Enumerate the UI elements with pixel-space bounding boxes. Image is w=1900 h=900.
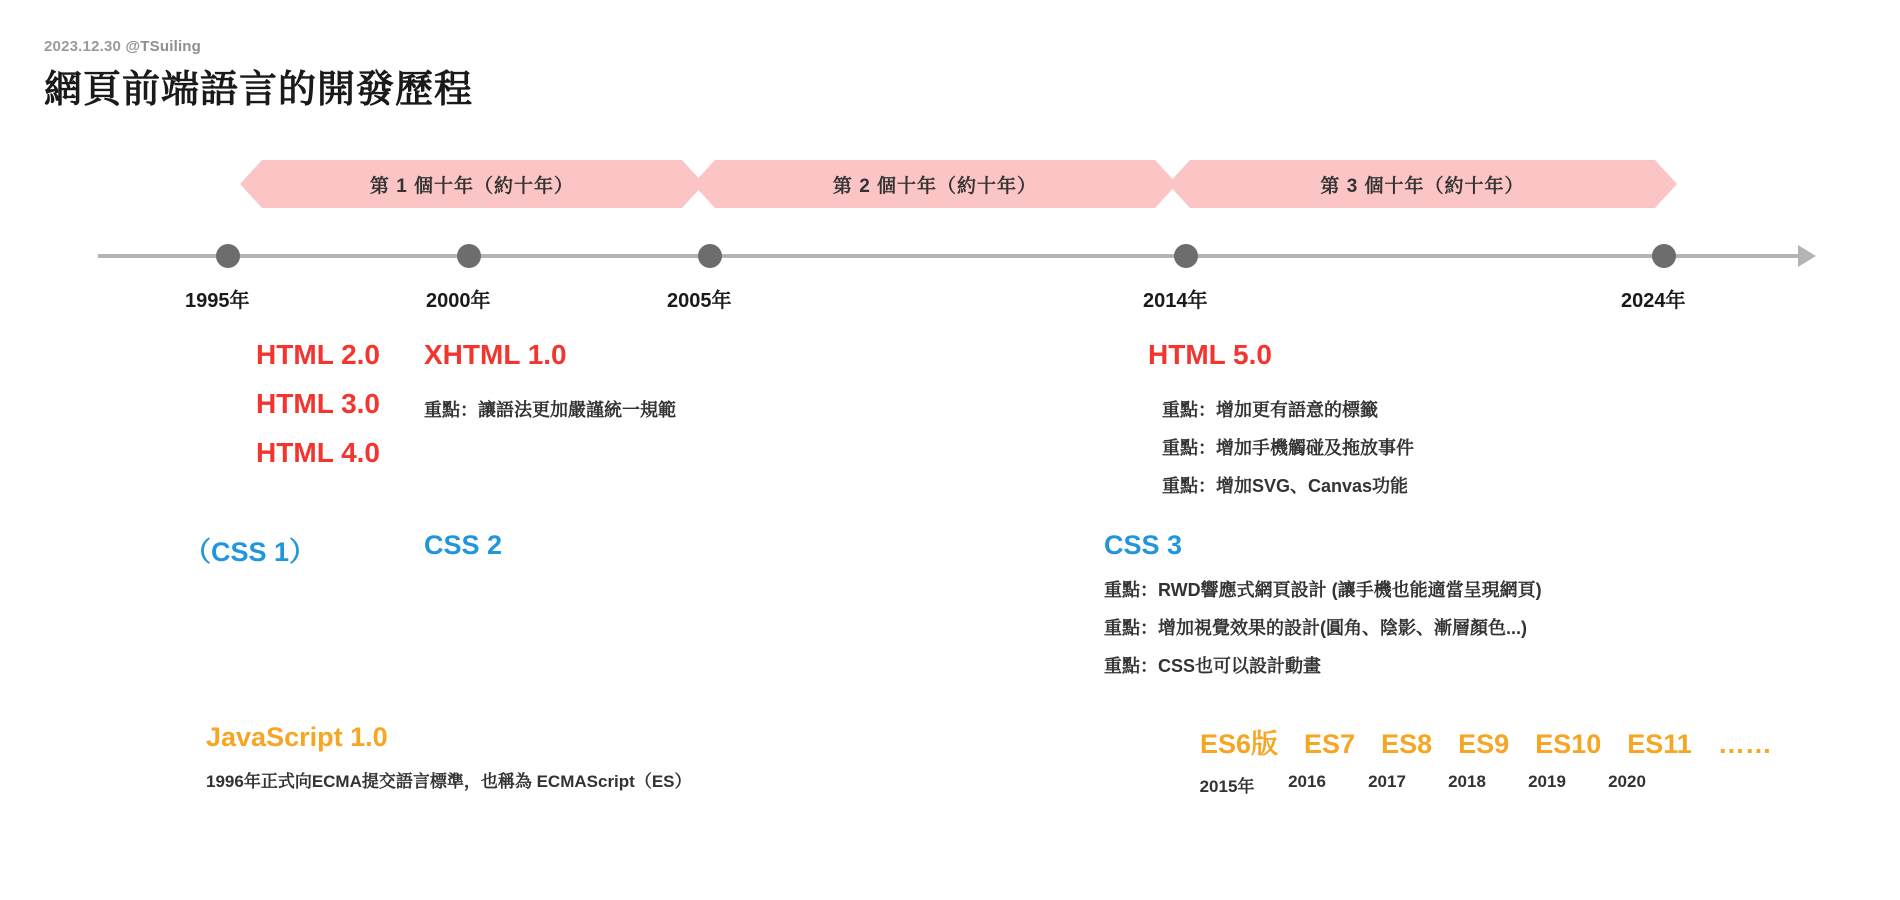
- css-2-label: CSS 2: [424, 530, 503, 560]
- timeline-dot-2000: [457, 244, 481, 268]
- es-year-2020: 2020: [1608, 772, 1646, 791]
- html5-note-2: 重點：增加手機觸碰及拖放事件: [1162, 438, 1414, 458]
- es11-label: ES11: [1627, 729, 1692, 759]
- css3-group: [1104, 530, 1542, 685]
- css3-note-1: 重點：RWD響應式網頁設計 (讓手機也能適當呈現網頁): [1104, 580, 1542, 600]
- timeline-dot-2014: [1174, 244, 1198, 268]
- year-label-1995: 1995年: [185, 290, 250, 312]
- axis-arrow-icon: [1798, 245, 1816, 267]
- es6-label: ES6版: [1200, 729, 1279, 759]
- year-label-2014: 2014年: [1143, 290, 1208, 312]
- es-more-label: ……: [1717, 729, 1772, 759]
- xhtml-note: 重點：讓語法更加嚴謹統一規範: [424, 400, 676, 420]
- es-year-2016: 2016: [1288, 772, 1326, 791]
- javascript-group: [206, 722, 692, 801]
- es-years-row: [1196, 772, 1658, 797]
- timeline-dot-1995: [216, 244, 240, 268]
- html-3-0-label: HTML 3.0: [256, 388, 380, 419]
- css3-note-2: 重點：增加視覺效果的設計(圓角、陰影、漸層顏色...): [1104, 618, 1527, 638]
- es10-label: ES10: [1535, 729, 1602, 759]
- timeline-axis: [98, 254, 1798, 258]
- timeline-dot-2005: [698, 244, 722, 268]
- html5-note-1: 重點：增加更有語意的標籤: [1162, 400, 1378, 420]
- es8-label: ES8: [1381, 729, 1433, 759]
- es-year-2017: 2017: [1368, 772, 1406, 791]
- decade-label: 第 1 個十年（約十年）: [369, 175, 575, 197]
- javascript-note: 1996年正式向ECMA提交語言標準，也稱為 ECMAScript（ES）: [206, 772, 692, 791]
- es-year-2018: 2018: [1448, 772, 1486, 791]
- page-title: 網頁前端語言的開發歷程: [44, 69, 474, 111]
- author-handle: @TSuiling: [125, 38, 202, 55]
- decade-label: 第 2 個十年（約十年）: [832, 175, 1038, 197]
- arrow-left-icon: [240, 160, 262, 208]
- timeline-dot-2024: [1652, 244, 1676, 268]
- es-version-row: [1200, 722, 1772, 761]
- html-2-0-label: HTML 2.0: [256, 339, 380, 370]
- meta-line: [44, 38, 201, 55]
- year-label-2000: 2000年: [426, 290, 491, 312]
- arrow-left-icon: [1168, 160, 1190, 208]
- year-label-2024: 2024年: [1621, 290, 1686, 312]
- html-5-0-label: HTML 5.0: [1148, 339, 1272, 370]
- html-4-0-label: HTML 4.0: [256, 437, 380, 468]
- decade-bar-1: [262, 160, 682, 208]
- es7-label: ES7: [1304, 729, 1356, 759]
- css-3-label: CSS 3: [1104, 530, 1183, 560]
- javascript-1-0-label: JavaScript 1.0: [206, 722, 388, 752]
- es-year-2019: 2019: [1528, 772, 1566, 791]
- html-1995-group: [0, 330, 380, 477]
- arrow-right-icon: [1655, 160, 1677, 208]
- date-label: 2023.12.30: [44, 38, 122, 55]
- year-label-2005: 2005年: [667, 290, 732, 312]
- css-1-label: （CSS 1）: [184, 537, 317, 567]
- xhtml-1-0-label: XHTML 1.0: [424, 339, 567, 370]
- html5-note-3: 重點：增加SVG、Canvas功能: [1162, 476, 1409, 496]
- decade-label: 第 3 個十年（約十年）: [1320, 175, 1525, 197]
- decade-bar-3: [1190, 160, 1655, 208]
- es9-label: ES9: [1458, 729, 1510, 759]
- arrow-left-icon: [693, 160, 715, 208]
- xhtml-group: [424, 330, 676, 429]
- decade-bar-2: [715, 160, 1155, 208]
- html5-group: [1148, 330, 1414, 505]
- es-year-2015: 2015年: [1199, 777, 1255, 796]
- css3-note-3: 重點：CSS也可以設計動畫: [1104, 656, 1322, 676]
